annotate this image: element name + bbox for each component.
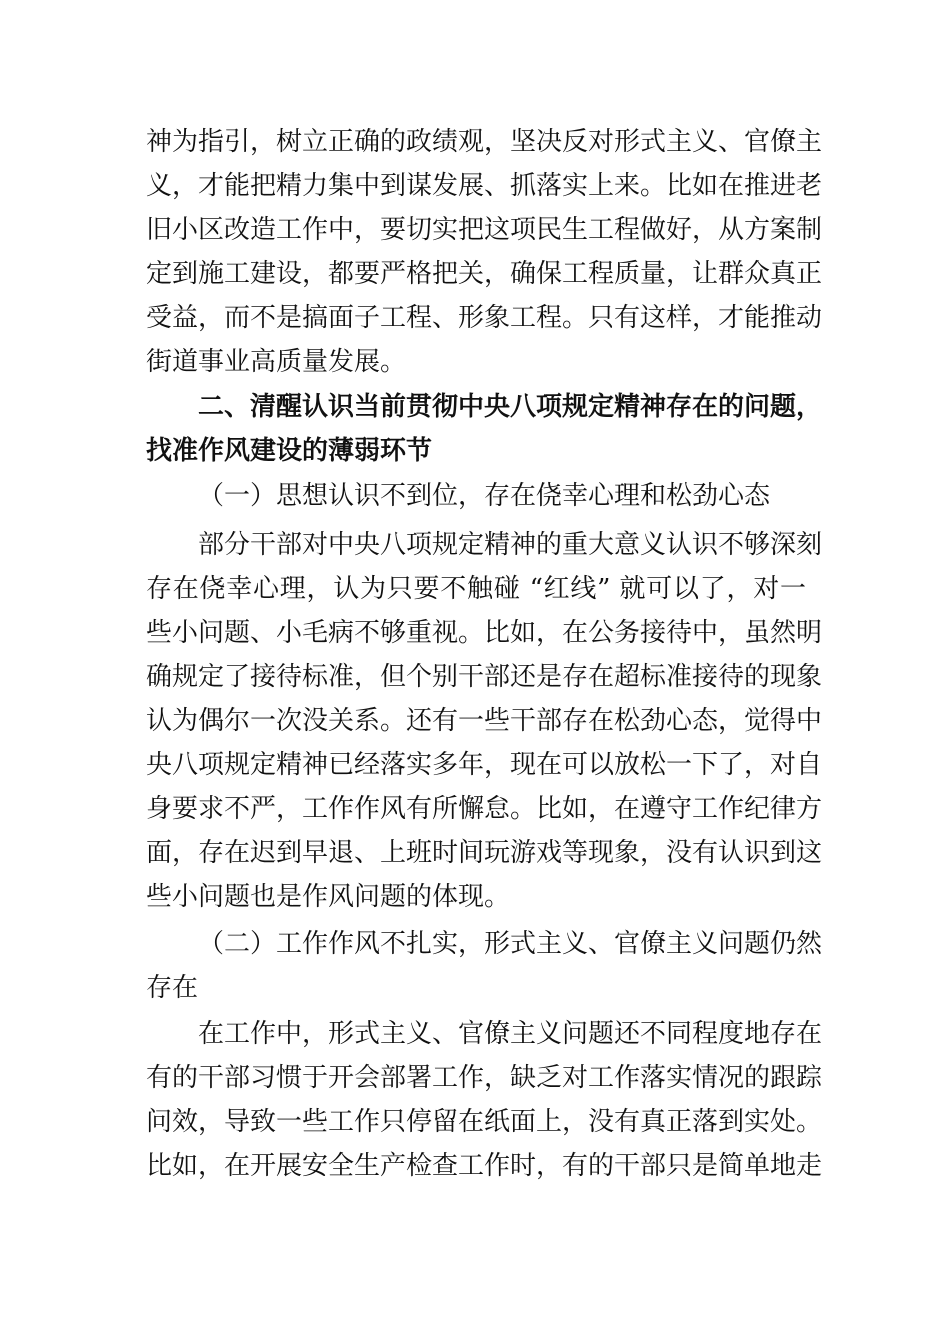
paragraph-line: 问效，导致一些工作只停留在纸面上，没有真正落到实处。 bbox=[146, 1107, 823, 1137]
paragraph-line: 神为指引，树立正确的政绩观，坚决反对形式主义、官僚主 bbox=[146, 127, 823, 157]
paragraph-line: 定到施工建设，都要严格把关，确保工程质量，让群众真正 bbox=[146, 259, 823, 289]
paragraph-line: 面，存在迟到早退、上班时间玩游戏等现象，没有认识到这 bbox=[146, 838, 823, 868]
paragraph-line: 央八项规定精神已经落实多年，现在可以放松一下了，对自 bbox=[146, 750, 823, 780]
paragraph-line: 义，才能把精力集中到谋发展、抓落实上来。比如在推进老 bbox=[146, 171, 823, 201]
paragraph-line: 旧小区改造工作中，要切实把这项民生工程做好，从方案制 bbox=[146, 215, 823, 245]
subsection-heading: 存在 bbox=[146, 973, 199, 1003]
section-heading: 找准作风建设的薄弱环节 bbox=[146, 436, 433, 466]
paragraph-line: 有的干部习惯于开会部署工作，缺乏对工作落实情况的跟踪 bbox=[146, 1063, 823, 1093]
paragraph-line: 存在侥幸心理，认为只要不触碰 “红线” 就可以了，对一 bbox=[146, 574, 806, 604]
paragraph-line: 确规定了接待标准，但个别干部还是存在超标准接待的现象 bbox=[146, 662, 823, 692]
paragraph-line: 些小问题、小毛病不够重视。比如，在公务接待中，虽然明 bbox=[146, 618, 823, 648]
paragraph-line: 认为偶尔一次没关系。还有一些干部存在松劲心态，觉得中 bbox=[146, 706, 823, 736]
subsection-heading: （一）思想认识不到位，存在侥幸心理和松劲心态 bbox=[198, 481, 771, 511]
subsection-heading: （二）工作作风不扎实，形式主义、官僚主义问题仍然 bbox=[198, 929, 823, 959]
paragraph-line: 身要求不严，工作作风有所懈怠。比如，在遵守工作纪律方 bbox=[146, 794, 823, 824]
paragraph-line: 受益，而不是搞面子工程、形象工程。只有这样，才能推动 bbox=[146, 303, 823, 333]
paragraph-line: 些小问题也是作风问题的体现。 bbox=[146, 882, 511, 912]
paragraph-line: 街道事业高质量发展。 bbox=[146, 347, 407, 377]
section-heading: 二、清醒认识当前贯彻中央八项规定精神存在的问题， bbox=[198, 392, 823, 422]
paragraph-line: 部分干部对中央八项规定精神的重大意义认识不够深刻 bbox=[198, 530, 823, 560]
paragraph-line: 在工作中，形式主义、官僚主义问题还不同程度地存在 bbox=[198, 1019, 823, 1049]
paragraph-line: 比如，在开展安全生产检查工作时，有的干部只是简单地走 bbox=[146, 1151, 823, 1181]
